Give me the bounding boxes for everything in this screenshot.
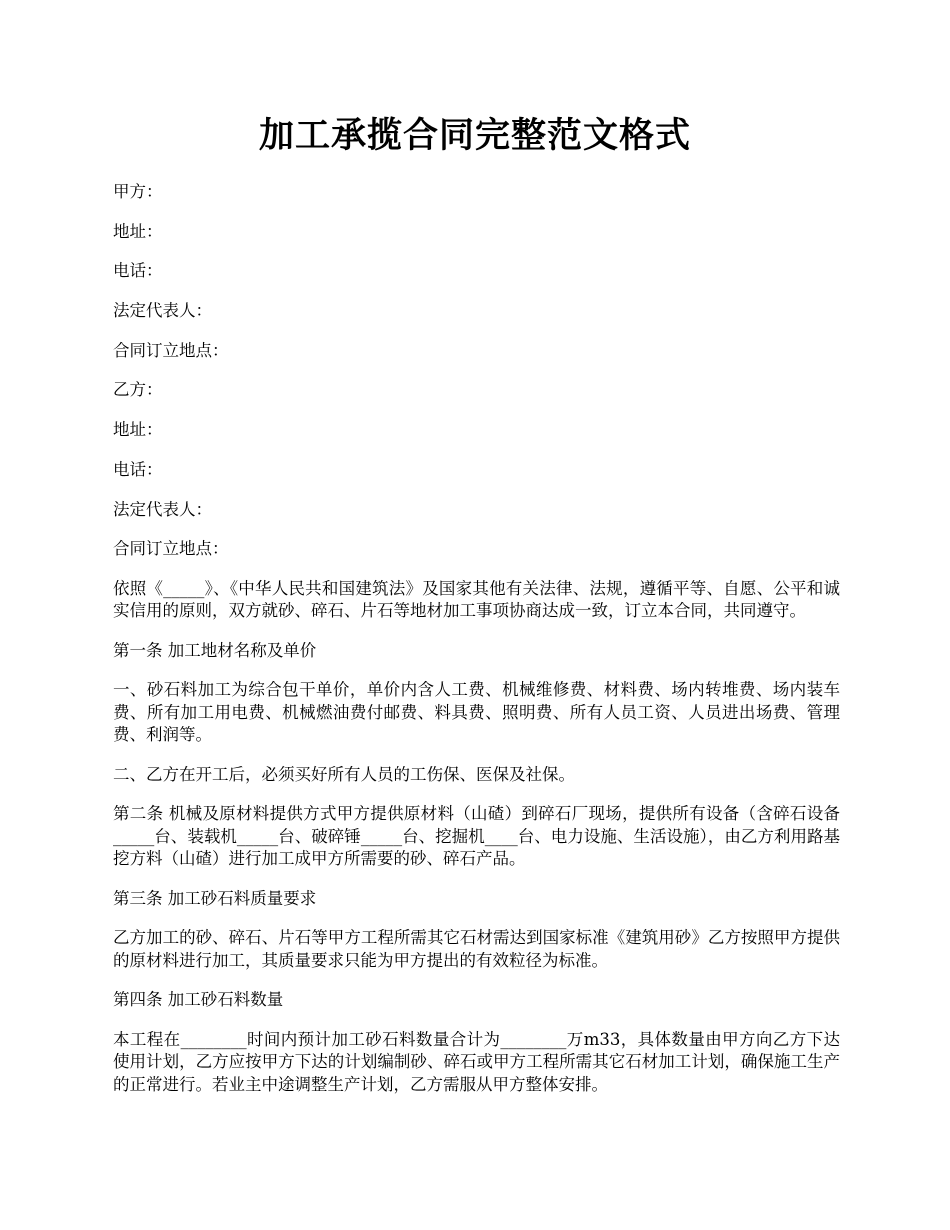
- party-b-legal-rep: 法定代表人：: [113, 499, 212, 519]
- article-4-heading: 第四条 加工砂石料数量: [113, 990, 284, 1010]
- preamble-paragraph: 依照《_____》、《中华人民共和国建筑法》及国家其他有关法律、法规，遵循平等、自愿、公平和诚实信用的原则，双方就砂、碎石、片石等地材加工事项协商达成一致，订立本合同，共同遵守。: [113, 578, 840, 621]
- party-a-legal-rep: 法定代表人：: [113, 301, 212, 321]
- article-3-paragraph: 乙方加工的砂、碎石、片石等甲方工程所需其它石材需达到国家标准《建筑用砂》乙方按照甲方提供的原材料进行加工，其质量要求只能为甲方提出的有效粒径为标准。: [113, 928, 840, 970]
- article-4-paragraph: 本工程在________时间内预计加工砂石料数量合计为________万m33，具体数量由甲方向乙方下达使用计划，乙方应按甲方下达的计划编制砂、碎石或甲方工程所需其它石材加工计划，确保施工生产的正常进行。若业主中途调整生产计划，乙方需服从甲方整体安排。: [113, 1029, 840, 1094]
- article-1-clause-1: 一、砂石料加工为综合包干单价，单价内含人工费、机械维修费、材料费、场内转堆费、场内装车费、所有加工用电费、机械燃油费付邮费、料具费、照明费、所有人员工资、人员进出场费、管理费、利润等。: [113, 680, 840, 745]
- party-a-address: 地址：: [113, 221, 163, 241]
- party-a-signing-place: 合同订立地点：: [113, 340, 229, 360]
- party-a-phone: 电话：: [113, 261, 163, 281]
- article-2-paragraph: 第二条 机械及原材料提供方式甲方提供原材料（山碴）到碎石厂现场，提供所有设备（含碎石设备_____台、装载机_____台、破碎锤_____台、挖掘机____台、电力设施、生活设施），由乙方利用路基挖方料（山碴）进行加工成甲方所需要的砂、碎石产品。: [113, 804, 840, 869]
- party-b-phone: 电话：: [113, 459, 163, 479]
- party-a-label: 甲方：: [113, 182, 163, 201]
- document-title: 加工承揽合同完整范文格式: [258, 115, 691, 156]
- article-3-heading: 第三条 加工砂石料质量要求: [113, 888, 317, 908]
- article-1-heading: 第一条 加工地材名称及单价: [113, 640, 317, 660]
- article-1-clause-2: 二、乙方在开工后，必须买好所有人员的工伤保、医保及社保。: [113, 764, 575, 784]
- party-b-address: 地址：: [113, 420, 163, 440]
- document-body: [113, 181, 840, 1113]
- party-b-signing-place: 合同订立地点：: [113, 539, 229, 559]
- party-b-label: 乙方：: [113, 380, 163, 400]
